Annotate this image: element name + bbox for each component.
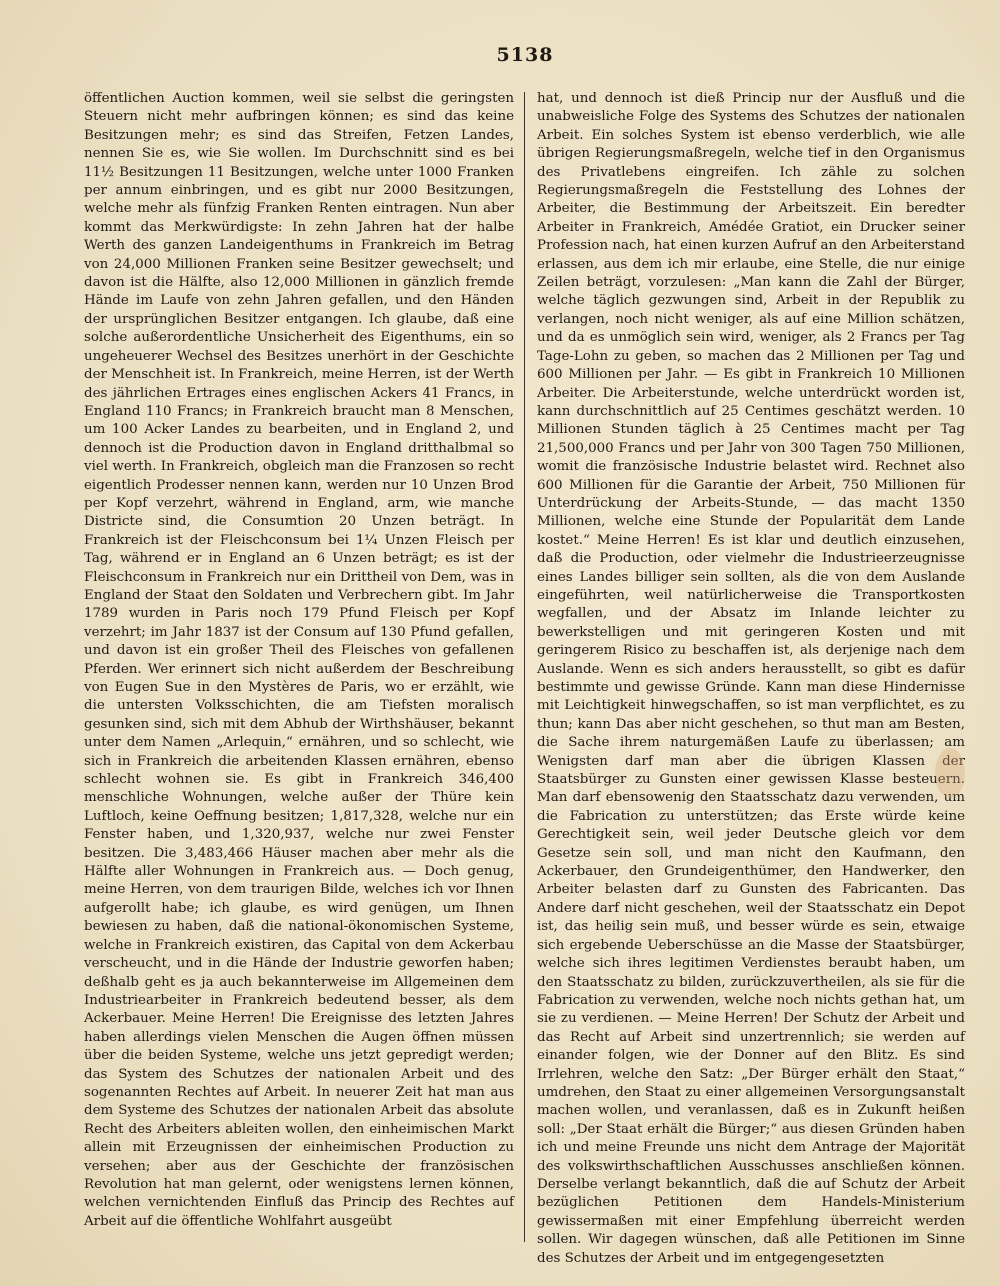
paper-stain bbox=[935, 748, 965, 798]
column-divider bbox=[524, 92, 525, 1242]
right-column-text: hat, und dennoch ist dieß Princip nur der Ausfluß und die unabweisliche Folge des Systems des Schutzes der nationalen Arbeit. Ein solches System ist ebenso verderblich, wie alle übrigen Regierungsmaßregeln, welche tief in den Organismus des Privatlebens eingreifen. Ich zähle zu solchen Regierungsmaßregeln die Feststellung des Lohnes der Arbeiter, die Bestimmung der Arbeitszeit. Ein beredter Arbeiter in Frankreich, Amédée Gratiot, ein Drucker seiner Profession nach, hat einen kurzen Aufruf an den Arbeiterstand erlassen, aus dem ich mir erlaube, eine Stelle, die nur einige Zeilen beträgt, vorzulesen: „Man kann die Zahl der Bürger, welche täglich gezwungen sind, Arbeit in der Republik zu verlangen, noch nicht weniger, als auf eine Million schätzen, und da es unmöglich sein wird, weniger, als 2 Francs per Tag Tage-Lohn zu geben, so machen das 2 Millionen per Tag und 600 Millionen per Jahr. — Es gibt in Frankreich 10 Millionen Arbeiter. Die Arbeiterstunde, welche unterdrückt worden ist, kann durchschnittlich auf 25 Centimes geschätzt werden. 10 Millionen Stunden täglich à 25 Centimes macht per Tag 21,500,000 Francs und per Jahr von 300 Tagen 750 Millionen, womit die französische Industrie belastet wird. Rechnet also 600 Millionen für die Garantie der Arbeit, 750 Millionen für Unterdrückung der Arbeits-Stunde, — das macht 1350 Millionen, welche eine Stunde der Popularität dem Lande kostet.“ Meine Herren! Es ist klar und deutlich einzusehen, daß die Production, oder vielmehr die Industrieerzeugnisse eines Landes billiger sein sollten, als die von dem Auslande eingeführten, weil natürlicherweise die Transportkosten wegfallen, und der Absatz im Inlande leichter zu bewerkstelligen und mit geringeren Kosten und mit geringerem Risico zu beschaffen ist, als derjenige nach dem Auslande. Wenn es sich anders herausstellt, so gibt es dafür bestimmte und gewisse Gründe. Kann man diese Hindernisse mit Leichtigkeit hinwegschaffen, so ist man verpflichtet, es zu thun; kann Das aber nicht geschehen, so thut man am Besten, die Sache ihrem naturgemäßen Laufe zu überlassen; am Wenigsten darf man aber die übrigen Klassen der Staatsbürger zu Gunsten einer gewissen Klasse besteuern. Man darf ebensowenig den Staatsschatz dazu verwenden, um die Fabrication zu unterstützen; das Erste würde keine Gerechtigkeit sein, weil jeder Deutsche gleich vor dem Gesetze sein soll, und man nicht den Kaufmann, den Ackerbauer, den Grundeigenthümer, den Handwerker, den Arbeiter belasten darf zu Gunsten des Fabricanten. Das Andere darf nicht geschehen, weil der Staatsschatz ein Depot ist, das heilig sein muß, und besser würde es sein, etwaige sich ergebende Ueberschüsse an die Masse der Staatsbürger, welche sich ihres legitimen Verdienstes beraubt haben, um den Staatsschatz zu bilden, zurückzuvertheilen, als sie für die Fabrication zu verwenden, welche noch nichts gethan hat, um sie zu verdienen. — Meine Herren! Der Schutz der Arbeit und das Recht auf Arbeit sind unzertrennlich; sie werden auf einander folgen, wie der Donner auf den Blitz. Es sind Irrlehren, welche den Satz: „Der Bürger erhält den Staat,“ umdrehen, den Staat zu einer allgemeinen Versorgungsanstalt machen wollen, und veranlassen, daß es in Zukunft heißen soll: „Der Staat erhält die Bürger;“ aus diesen Gründen haben ich und meine Freunde uns nicht dem Antrage der Majorität des volkswirthschaftlichen Ausschusses anschließen können. Derselbe verlangt bekanntlich, daß die auf Schutz der Arbeit bezüglichen Petitionen dem Handels-Ministerium gewissermaßen mit einer Empfehlung überreicht werden sollen. Wir dagegen wünschen, daß alle Petitionen im Sinne des Schutzes der Arbeit und im entgegengesetzten bbox=[537, 91, 965, 1266]
left-column-text: öffentlichen Auction kommen, weil sie selbst die geringsten Steuern nicht mehr aufbringen können; es sind das keine Besitzungen mehr; es sind das Streifen, Fetzen Landes, nennen Sie es, wie Sie wollen. Im Durchschnitt sind es bei 11½ Besitzungen 11 Besitzungen, welche unter 1000 Franken per annum einbringen, und es gibt nur 2000 Besitzungen, welche mehr als fünfzig Franken Renten eintragen. Nun aber kommt das Merkwürdigste: In zehn Jahren hat der halbe Werth des ganzen Landeigenthums in Frankreich im Betrag von 24,000 Millionen Franken seine Besitzer gewechselt; und davon ist die Hälfte, also 12,000 Millionen in gänzlich fremde Hände im Laufe von zehn Jahren gefallen, und den Händen der ursprünglichen Besitzer entgangen. Ich glaube, daß eine solche außerordentliche Unsicherheit des Eigenthums, ein so ungeheuerer Wechsel des Besitzes unerhört in der Geschichte der Menschheit ist. In Frankreich, meine Herren, ist der Werth des jährlichen Ertrages eines englischen Ackers 41 Francs, in England 110 Francs; in Frankreich braucht man 8 Menschen, um 100 Acker Landes zu bearbeiten, und in England 2, und dennoch ist die Production davon in England dritthalbmal so viel werth. In Frankreich, obgleich man die Franzosen so recht eigentlich Prodesser nennen kann, werden nur 10 Unzen Brod per Kopf verzehrt, während in England, arm, wie manche Districte sind, die Consumtion 20 Unzen beträgt. In Frankreich ist der Fleischconsum bei 1¼ Unzen Fleisch per Tag, während er in England an 6 Unzen beträgt; es ist der Fleischconsum in Frankreich nur ein Drittheil von Dem, was in England der Staat den Soldaten und Verbrechern gibt. Im Jahr 1789 wurden in Paris noch 179 Pfund Fleisch per Kopf verzehrt; im Jahr 1837 ist der Consum auf 130 Pfund gefallen, und davon ist ein großer Theil des Fleisches von gefallenen Pferden. Wer erinnert sich nicht außerdem der Beschreibung von Eugen Sue in den Mystères de Paris, wo er erzählt, wie die untersten Volksschichten, die am Tiefsten moralisch gesunken sind, sich mit dem Abhub der Wirthshäuser, bekannt unter dem Namen „Arlequin,“ ernähren, und so schlecht, wie sich in Frankreich die arbeitenden Klassen ernähren, ebenso schlecht wohnen sie. Es gibt in Frankreich 346,400 menschliche Wohnungen, welche außer der Thüre kein Luftloch, keine Oeffnung besitzen; 1,817,328, welche nur ein Fenster haben, und 1,320,937, welche nur zwei Fenster besitzen. Die 3,483,466 Häuser machen aber mehr als die Hälfte aller Wohnungen in Frankreich aus. — Doch genug, meine Herren, von dem traurigen Bilde, welches ich vor Ihnen aufgerollt habe; ich glaube, es wird genügen, um Ihnen bewiesen zu haben, daß die national-ökonomischen Systeme, welche in Frankreich existiren, das Capital von dem Ackerbau verscheucht, und in die Hände der Industrie geworfen haben; deßhalb geht es ja auch bekannterweise im Allgemeinen dem Industriearbeiter in Frankreich bedeutend besser, als dem Ackerbauer. Meine Herren! Die Ereignisse des letzten Jahres haben allerdings vielen Menschen die Augen öffnen müssen über die beiden Systeme, welche uns jetzt gepredigt werden; das System des Schutzes der nationalen Arbeit und des sogenannten Rechtes auf Arbeit. In neuerer Zeit hat man aus dem Systeme des Schutzes der nationalen Arbeit das absolute Recht des Arbeiters ableiten wollen, den einheimischen Markt allein mit Erzeugnissen der einheimischen Production zu versehen; aber aus der Geschichte der französischen Revolution hat man gelernt, oder wenigstens lernen können, welchen vernichtenden Einfluß das Princip des Rechtes auf Arbeit auf die öffentliche Wohlfahrt ausgeübt bbox=[84, 91, 514, 1229]
page-number: 5138 bbox=[496, 44, 554, 66]
right-column bbox=[537, 90, 965, 1266]
left-column bbox=[84, 90, 514, 1250]
